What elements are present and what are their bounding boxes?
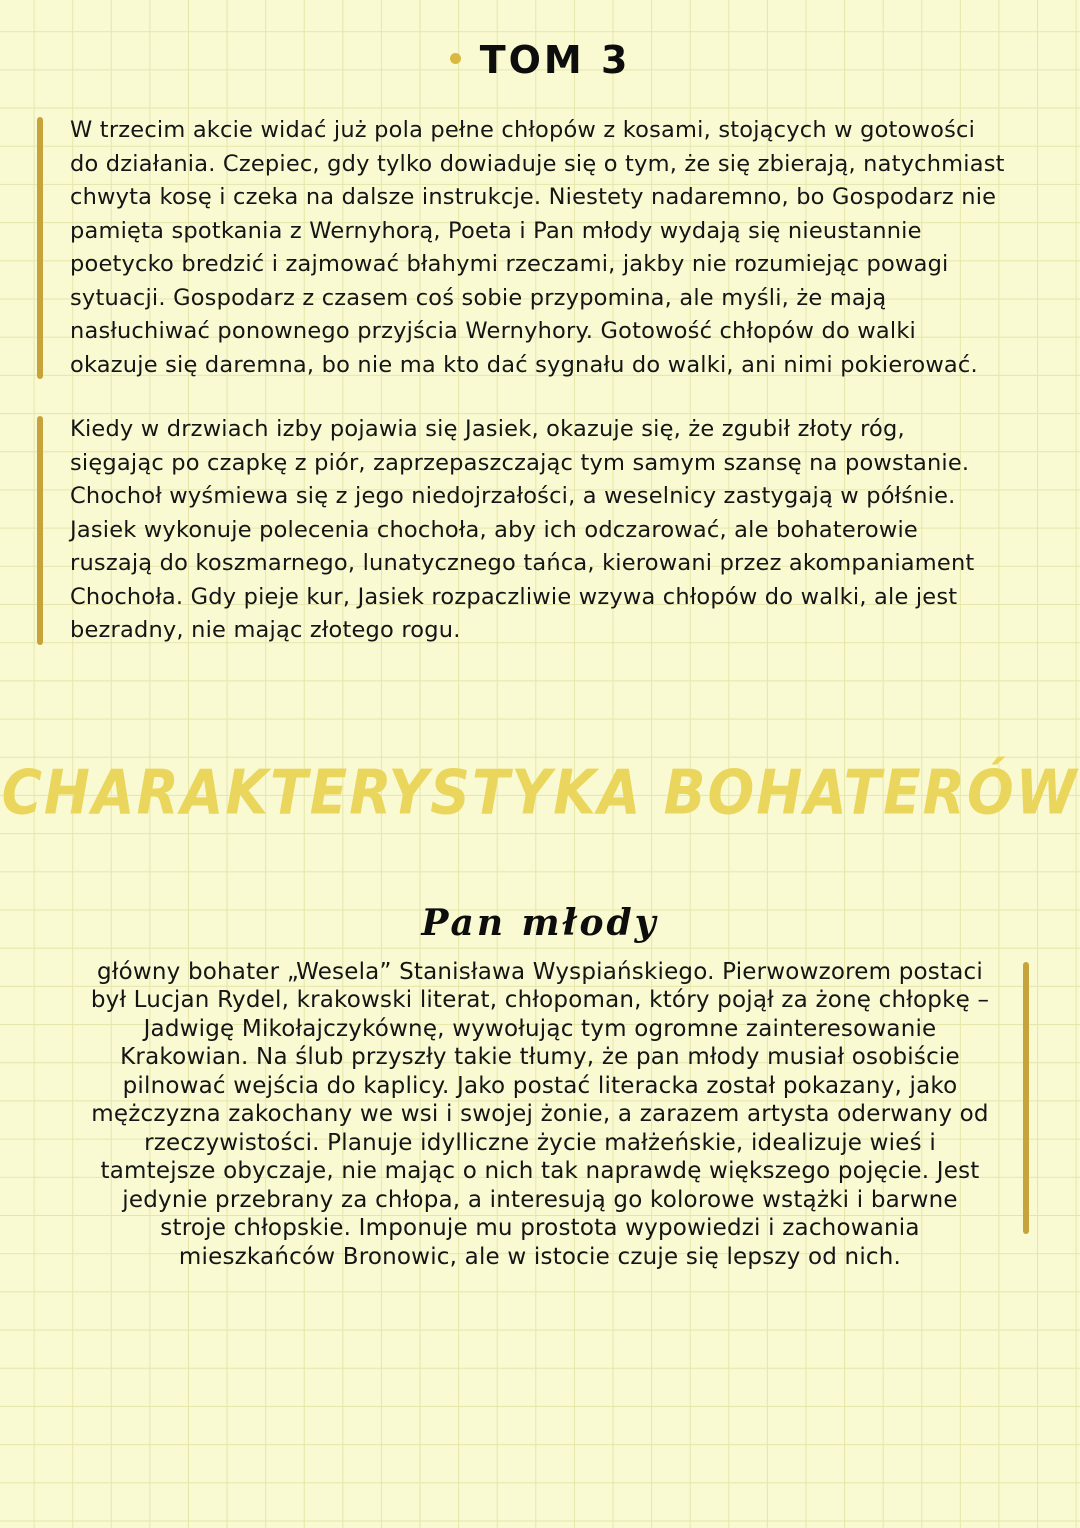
pan-mlody-paragraph	[88, 958, 993, 1272]
accent-bar-left-2	[37, 416, 43, 645]
page-title: TOM 3	[479, 38, 631, 82]
act3-paragraph-jasiek	[70, 413, 1006, 648]
accent-bar-right	[1023, 962, 1029, 1234]
act3-paragraph-overview	[70, 114, 1006, 382]
subsection-heading: Pan młody	[421, 901, 659, 944]
bullet-dot-icon	[450, 53, 461, 64]
paragraph-text-overview: W trzecim akcie widać już pola pełne chłopów z kosami, stojących w gotowości do działania. Czepiec, gdy tylko dowiaduje się o tym, że się zbierają, natychmiast chwyta kosę i czeka na dalsze instrukcje. Niestety nadaremno, bo Gospodarz nie pamięta spotkania z Wernyhorą, Poeta i Pan młody wydają się nieustannie poetycko bredzić i zajmować błahymi rzeczami, jakby nie rozumiejąc powagi sytuacji. Gospodarz z czasem coś sobie przypomina, ale myśli, że mają nasłuchiwać ponownego przyjścia Wernyhory. Gotowość chłopów do walki okazuje się daremna, bo nie ma kto dać sygnału do walki, ani nimi pokierować.	[70, 117, 1005, 378]
page-title-row	[0, 0, 1080, 82]
paragraph-text-pan-mlody: główny bohater „Wesela” Stanisława Wyspiańskiego. Pierwowzorem postaci był Lucjan Rydel, krakowski literat, chłopoman, który pojął za żonę chłopkę – Jadwigę Mikołajczykównę, wywołując tym ogromne zainteresowanie Krakowian. Na ślub przyszły takie tłumy, że pan młody musiał osobiście pilnować wejścia do kaplicy. Jako postać literacka został pokazany, jako mężczyzna zakochany we wsi i swojej żonie, a zarazem artysta oderwany od rzeczywistości. Planuje idylliczne życie małżeńskie, idealizuje wieś i tamtejsze obyczaje, nie mając o nich tak naprawdę większego pojęcie. Jest jedynie przebrany za chłopa, a interesują go kolorowe wstążki i barwne stroje chłopskie. Imponuje mu prostota wypowiedzi i zachowania mieszkańców Bronowic, ale w istocie czuje się lepszy od nich.	[90, 958, 990, 1270]
paragraph-text-jasiek: Kiedy w drzwiach izby pojawia się Jasiek, okazuje się, że zgubił złoty róg, sięgając po czapkę z piór, zaprzepaszczając tym samym szansę na powstanie. Chochoł wyśmiewa się z jego niedojrzałości, a weselnicy zastygają w półśnie. Jasiek wykonuje polecenia chochoła, aby ich odczarować, ale bohaterowie ruszają do koszmarnego, lunatycznego tańca, kierowani przez akompaniament Chochoła. Gdy pieje kur, Jasiek rozpaczliwie wzywa chłopów do walki, ale jest bezradny, nie mając złotego rogu.	[70, 416, 975, 643]
accent-bar-left-1	[37, 117, 43, 379]
section-heading: CHARAKTERYSTYKA BOHATERÓW	[1, 755, 1079, 828]
